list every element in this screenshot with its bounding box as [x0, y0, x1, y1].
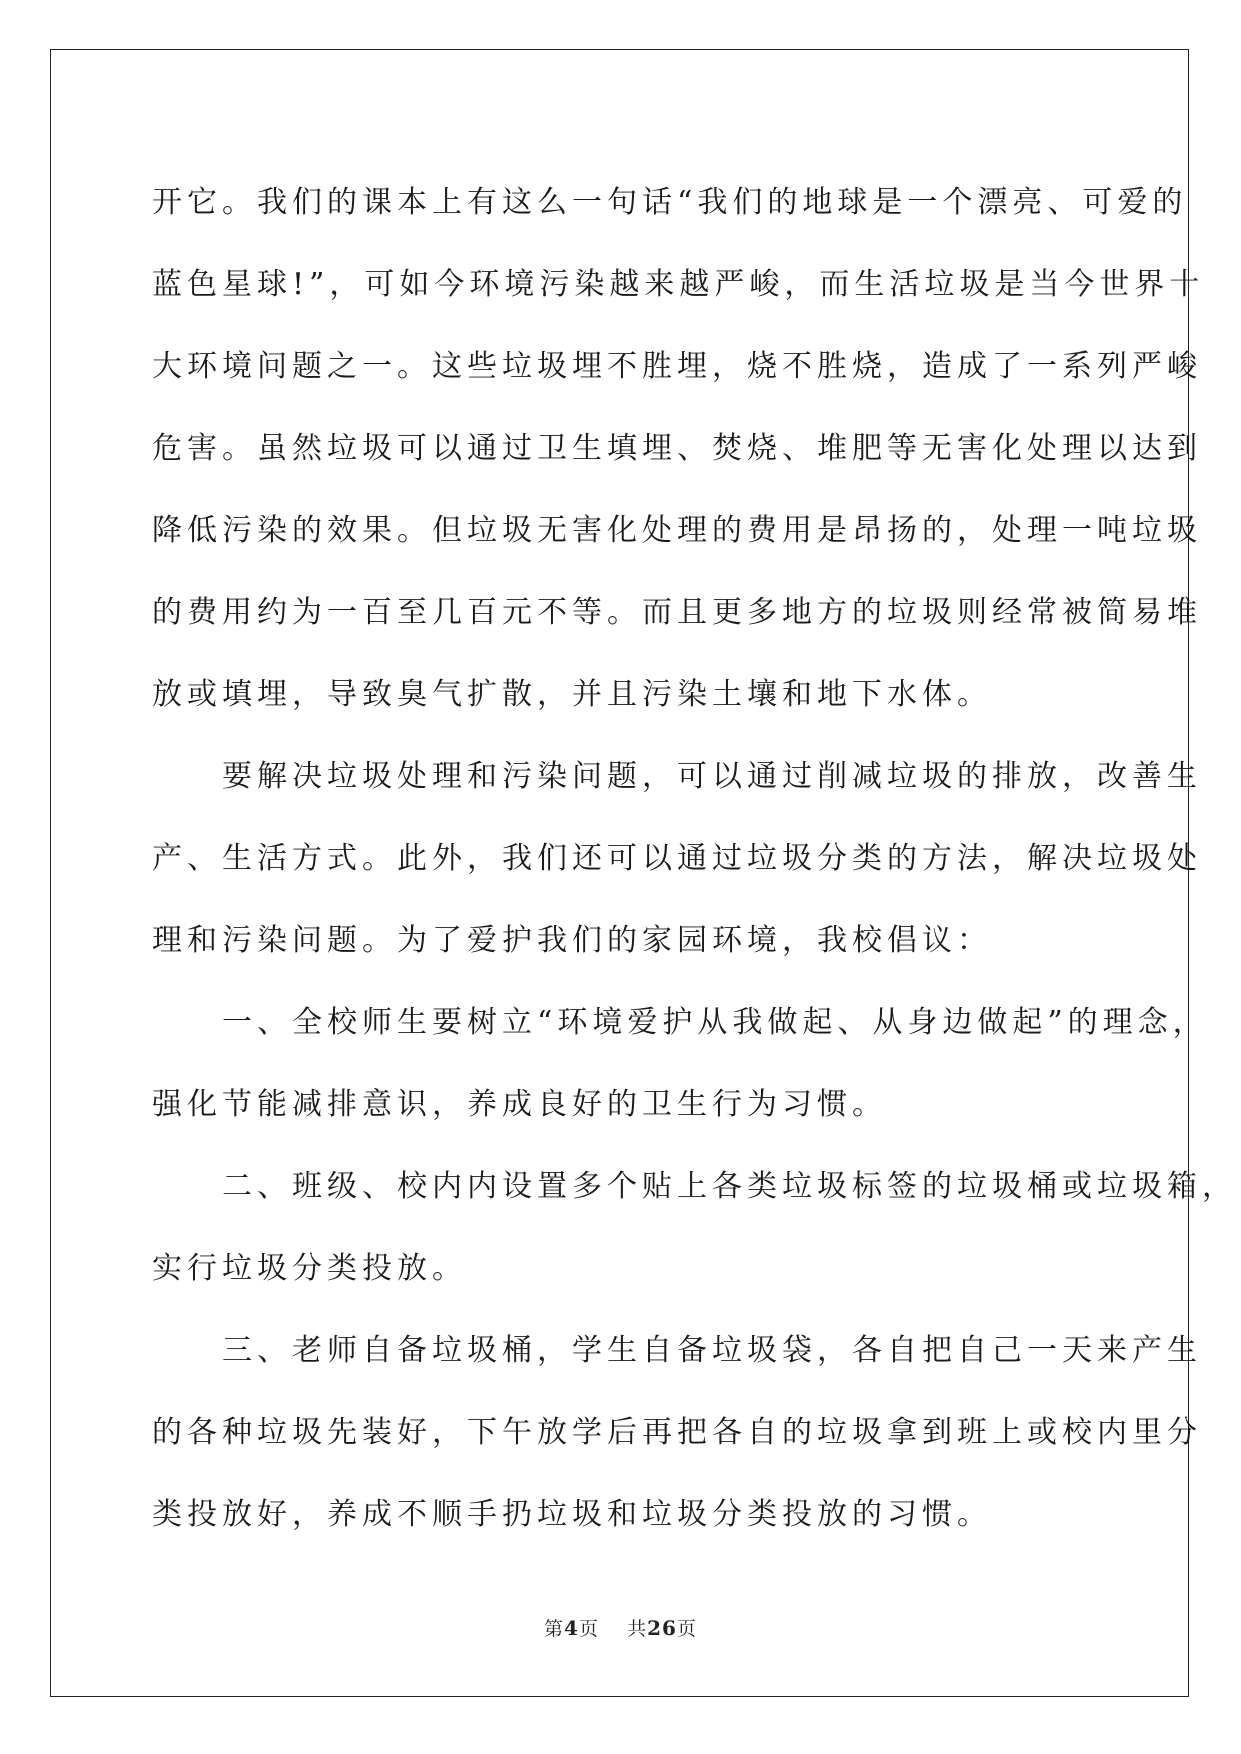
document-body	[152, 162, 1237, 1556]
text-line: 蓝色星球!”，可如今环境污染越来越严峻，而生活垃圾是当今世界十	[152, 267, 1205, 302]
paragraph-1	[152, 162, 1205, 736]
paragraph-4	[152, 1146, 1237, 1310]
text-line: 的各种垃圾先装好，下午放学后再把各自的垃圾拿到班上或校内里分	[152, 1415, 1202, 1450]
text-line: 强化节能减排意识，养成良好的卫生行为习惯。	[152, 1087, 887, 1122]
page-prefix: 第	[544, 1618, 565, 1640]
text-line: 实行垃圾分类投放。	[152, 1251, 467, 1286]
text-line: 理和污染问题。为了爱护我们的家园环境，我校倡议：	[152, 923, 992, 958]
paragraph-2	[152, 736, 1202, 982]
text-line: 产、生活方式。此外，我们还可以通过垃圾分类的方法，解决垃圾处	[152, 841, 1202, 876]
total-pages: 26	[647, 1616, 677, 1640]
text-line: 大环境问题之一。这些垃圾埋不胜埋，烧不胜烧，造成了一系列严峻	[152, 349, 1202, 384]
total-prefix: 共	[627, 1618, 648, 1640]
page-suffix: 页	[578, 1618, 599, 1640]
text-line: 危害。虽然垃圾可以通过卫生填埋、焚烧、堆肥等无害化处理以达到	[152, 431, 1202, 466]
text-line: 放或填埋，导致臭气扩散，并且污染土壤和地下水体。	[152, 677, 992, 712]
paragraph-5	[152, 1310, 1202, 1556]
page-number: 4	[564, 1616, 579, 1640]
total-suffix: 页	[676, 1618, 697, 1640]
text-line: 三、老师自备垃圾桶，学生自备垃圾袋，各自把自己一天来产生	[222, 1333, 1202, 1368]
text-line: 要解决垃圾处理和污染问题，可以通过削减垃圾的排放，改善生	[222, 759, 1202, 794]
text-line: 一、全校师生要树立“环境爱护从我做起、从身边做起”的理念，	[222, 1005, 1208, 1040]
text-line: 开它。我们的课本上有这么一句话“我们的地球是一个漂亮、可爱的	[152, 185, 1188, 220]
paragraph-3	[152, 982, 1208, 1146]
text-line: 的费用约为一百至几百元不等。而且更多地方的垃圾则经常被简易堆	[152, 595, 1202, 630]
page-footer	[0, 1614, 1241, 1641]
text-line: 二、班级、校内内设置多个贴上各类垃圾标签的垃圾桶或垃圾箱，	[222, 1169, 1237, 1204]
text-line: 类投放好，养成不顺手扔垃圾和垃圾分类投放的习惯。	[152, 1497, 992, 1532]
text-line: 降低污染的效果。但垃圾无害化处理的费用是昂扬的，处理一吨垃圾	[152, 513, 1202, 548]
